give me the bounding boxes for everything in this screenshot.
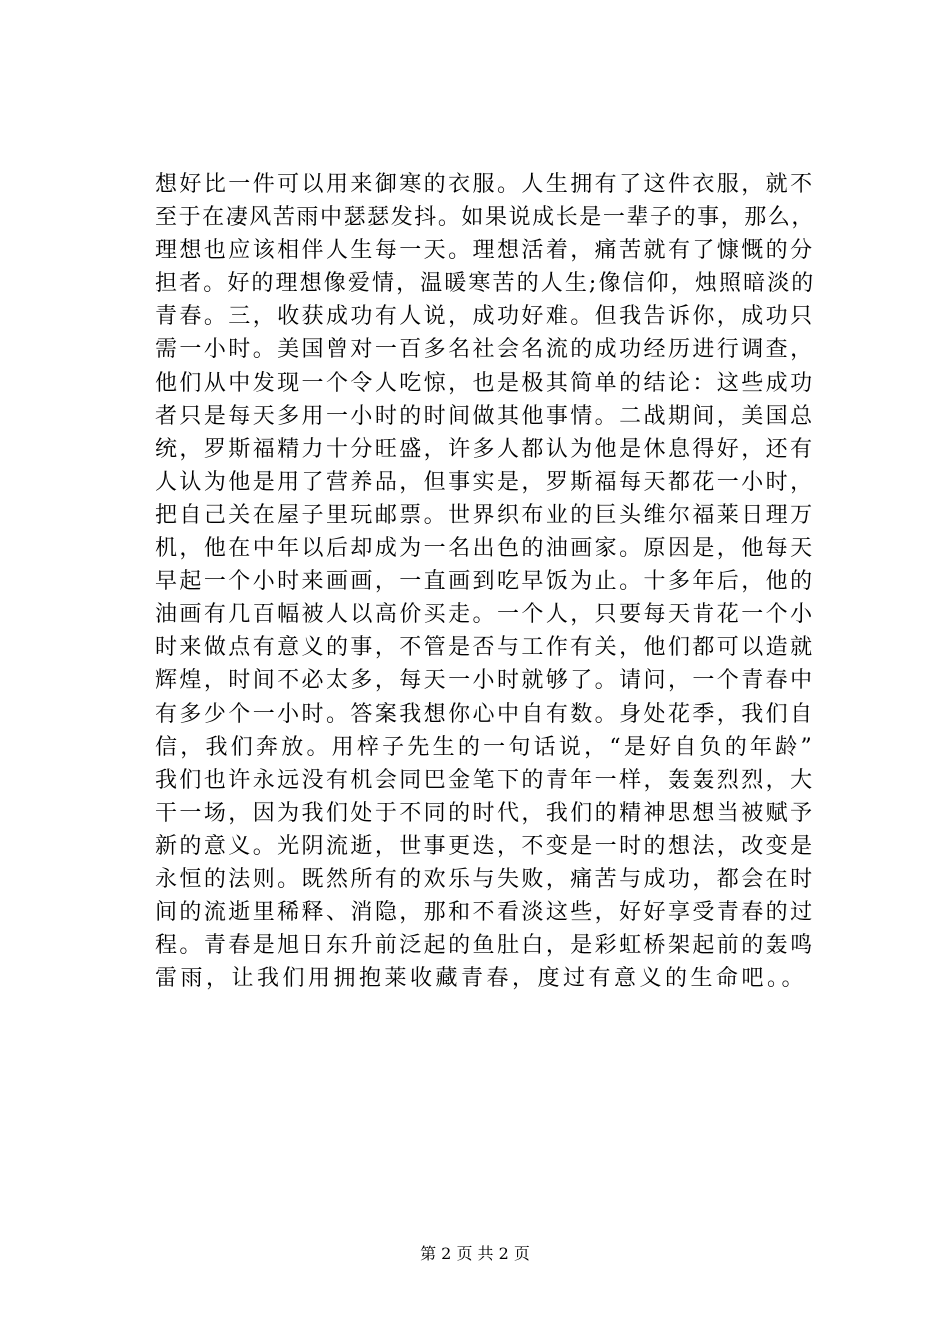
text-line: 机，他在中年以后却成为一名出色的油画家。原因是，他每天 [155, 536, 815, 562]
text-line: 干一场，因为我们处于不同的时代，我们的精神思想当被赋予 [155, 800, 815, 826]
text-line: 青春。三，收获成功有人说，成功好难。但我告诉你，成功只 [155, 304, 815, 330]
text-line: 我们也许永远没有机会同巴金笔下的青年一样，轰轰烈烈，大 [155, 767, 815, 793]
text-line: 程。青春是旭日东升前泛起的鱼肚白，是彩虹桥架起前的轰鸣 [155, 933, 815, 959]
body-text [155, 168, 815, 995]
text-line: 间的流逝里稀释、消隐，那和不看淡这些，好好享受青春的过 [155, 900, 815, 926]
text-line: 理想也应该相伴人生每一天。理想活着，痛苦就有了慷慨的分 [155, 238, 815, 264]
text-line: 永恒的法则。既然所有的欢乐与失败，痛苦与成功，都会在时 [155, 866, 815, 892]
text-line: 担者。好的理想像爱情，温暖寒苦的人生;像信仰，烛照暗淡的 [155, 271, 816, 297]
text-line: 油画有几百幅被人以高价买走。一个人，只要每天肯花一个小 [155, 602, 815, 628]
text-line: 有多少个一小时。答案我想你心中自有数。身处花季，我们自 [155, 701, 815, 727]
text-line: 早起一个小时来画画，一直画到吃早饭为止。十多年后，他的 [155, 569, 815, 595]
text-line: 他们从中发现一个令人吃惊，也是极其简单的结论：这些成功 [155, 370, 815, 396]
text-line: 雷雨，让我们用拥抱莱收藏青春，度过有意义的生命吧。。 [155, 966, 808, 992]
page-footer: 第 2 页 共 2 页 [420, 1244, 530, 1263]
text-line: 者只是每天多用一小时的时间做其他事情。二战期间，美国总 [155, 403, 815, 429]
text-line: 人认为他是用了营养品，但事实是，罗斯福每天都花一小时， [155, 469, 815, 495]
text-line: 信，我们奔放。用梓子先生的一句话说，“是好自负的年龄” [155, 734, 815, 760]
text-line: 想好比一件可以用来御寒的衣服。人生拥有了这件衣服，就不 [155, 172, 815, 197]
text-line: 把自己关在屋子里玩邮票。世界织布业的巨头维尔福莱日理万 [155, 502, 815, 528]
text-line: 至于在凄风苦雨中瑟瑟发抖。如果说成长是一辈子的事，那么， [155, 205, 816, 231]
text-line: 需一小时。美国曾对一百多名社会名流的成功经历进行调查， [155, 337, 815, 363]
text-line: 新的意义。光阴流逝，世事更迭，不变是一时的想法，改变是 [155, 833, 815, 859]
text-line: 辉煌，时间不必太多，每天一小时就够了。请问，一个青春中 [155, 668, 815, 694]
text-line: 时来做点有意义的事，不管是否与工作有关，他们都可以造就 [155, 635, 815, 661]
text-line: 统，罗斯福精力十分旺盛，许多人都认为他是休息得好，还有 [155, 436, 815, 462]
